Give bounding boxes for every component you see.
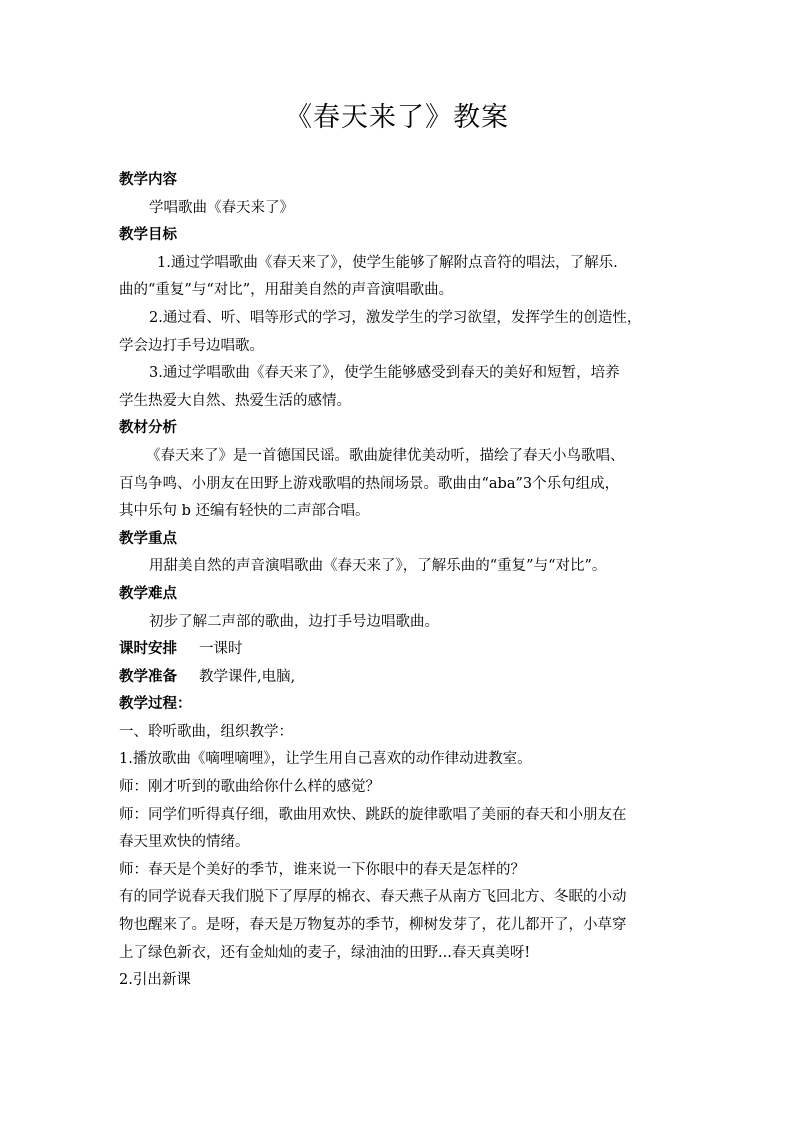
paragraph-goal3-line2: 学生热爱大自然、热爱生活的感情。	[119, 392, 351, 409]
section-heading-difficulty: 教学难点	[119, 585, 177, 602]
schedule-row	[119, 636, 689, 664]
prep-value: 教学课件,电脑,	[199, 668, 296, 685]
section-heading-schedule: 课时安排	[119, 641, 177, 658]
prep-row	[119, 664, 689, 692]
paragraph-process-4-line2: 春天里欢快的情绪。	[119, 834, 250, 851]
section-heading-process: 教学过程：	[119, 696, 192, 713]
section-heading-analysis: 教材分析	[119, 420, 177, 437]
paragraph-process-5: 师：春天是个美好的季节，谁来说一下你眼中的春天是怎样的？	[119, 861, 525, 878]
paragraph-process-6-line1: 有的同学说春天我们脱下了厚厚的棉衣、春天燕子从南方飞回北方、冬眠的小动	[119, 889, 627, 906]
section-heading-content: 教学内容	[119, 172, 177, 188]
paragraph-process-4-line1: 师：同学们听得真仔细，歌曲用欢快、跳跃的旋律歌唱了美丽的春天和小朋友在	[119, 806, 627, 823]
paragraph-goal2-line1: 2.通过看、听、唱等形式的学习，激发学生的学习欲望，发挥学生的创造性，	[149, 309, 642, 326]
paragraph-difficulty: 初步了解二声部的歌曲，边打手号边唱歌曲。	[149, 613, 439, 630]
paragraph-goal1-line2: 曲的“重复”与“对比”，用甜美自然的声音演唱歌曲。	[119, 282, 454, 299]
document-body	[119, 167, 689, 995]
paragraph-process-1: 一、聆听歌曲，组织教学：	[119, 723, 293, 740]
paragraph-process-6-line3: 上了绿色新衣，还有金灿灿的麦子，绿油油的田野...春天真美呀!	[119, 944, 531, 961]
paragraph-goal3-line1: 3.通过学唱歌曲《春天来了》，使学生能够感受到春天的美好和短暂，培养	[149, 365, 620, 382]
paragraph-process-6-line2: 物也醒来了。是呀，春天是万物复苏的季节，柳树发芽了，花儿都开了，小草穿	[119, 917, 627, 934]
paragraph-process-2: 1.播放歌曲《嘀哩嘀哩》，让学生用自己喜欢的动作律动进教室。	[119, 751, 532, 768]
paragraph-goal2-line2: 学会边打手号边唱歌。	[119, 337, 264, 354]
paragraph-analysis-line2: 百鸟争鸣、小朋友在田野上游戏歌唱的热闹场景。歌曲由“aba”3个乐句组成，	[119, 475, 620, 492]
section-heading-goals: 教学目标	[119, 227, 177, 244]
paragraph-analysis-line3: 其中乐句 b 还编有轻快的二声部合唱。	[119, 503, 370, 520]
paragraph-content: 学唱歌曲《春天来了》	[149, 199, 294, 216]
paragraph-process-7: 2.引出新课	[119, 972, 191, 989]
paragraph-analysis-line1: 《春天来了》是一首德国民谣。歌曲旋律优美动听，描绘了春天小鸟歌唱、	[146, 447, 625, 464]
paragraph-key: 用甜美自然的声音演唱歌曲《春天来了》，了解乐曲的“重复”与“对比”。	[149, 558, 607, 575]
section-heading-prep: 教学准备	[119, 668, 177, 685]
paragraph-goal1-line1: 1.通过学唱歌曲《春天来了》，使学生能够了解附点音符的唱法，了解乐.	[157, 254, 618, 271]
schedule-value: 一课时	[199, 641, 243, 658]
section-heading-key: 教学重点	[119, 530, 177, 547]
paragraph-process-3: 师：刚才听到的歌曲给你什么样的感觉？	[119, 779, 380, 796]
document-title: 《春天来了》教案	[285, 102, 509, 133]
